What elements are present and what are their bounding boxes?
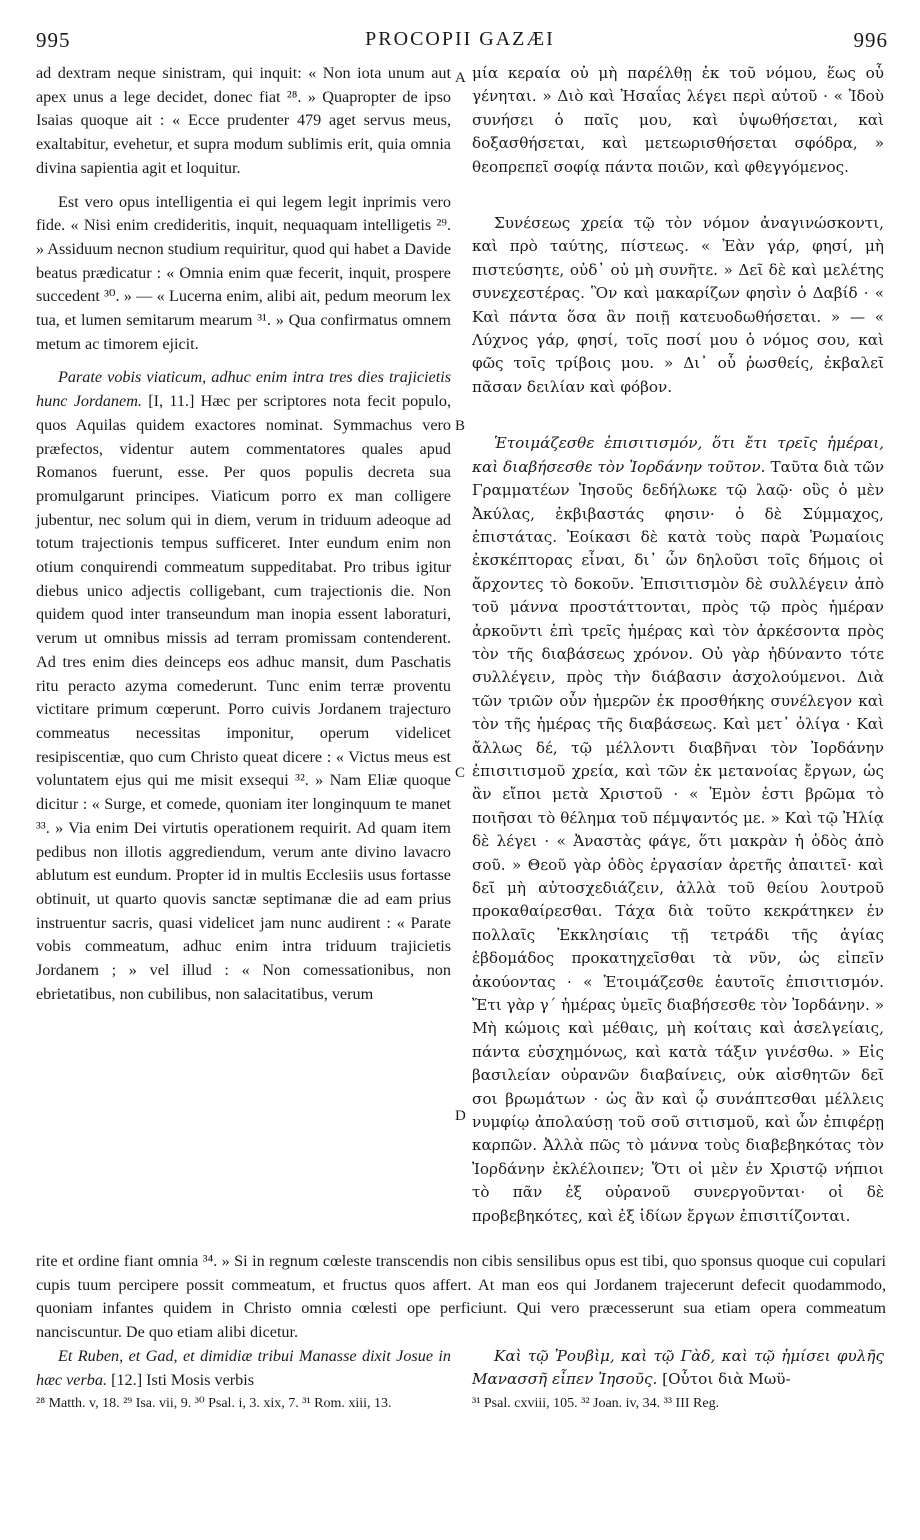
footnotes-right-text: ³¹ Psal. cxviii, 105. ³² Joan. iv, 34. ³³ III Reg. — [472, 1396, 720, 1411]
latin-paragraph-3 — [36, 366, 451, 1006]
latin-paragraph-1: ad dextram neque sinistram, qui inquit: « Non iota unum aut apex unus a lege decidet, donec fiat ²⁸. » Quapropter de ipso Isaias quoque ait : « Ecce prudenter 479 aget servus meus, exaltabitur, evehetur, et supra modum sublimis erit, quia omnia divina sapientia agit et loquitur. — [36, 64, 451, 177]
latin-next-section — [36, 1345, 451, 1392]
latin-next-lemma: Et Ruben, et Gad, et dimidiæ tribui Manasse dixit Josue in hæc verba. — [36, 1347, 451, 1389]
right-column-number: 996 — [853, 28, 888, 52]
running-title: PROCOPII GAZÆI — [365, 28, 555, 50]
margin-marker-d: D — [455, 1108, 466, 1124]
latin-next-paragraph — [36, 1345, 451, 1392]
footnotes-left-text: ²⁸ Matth. v, 18. ²⁹ Isa. vii, 9. ³⁰ Psal. i, 3. xix, 7. ³¹ Rom. xiii, 13. — [36, 1396, 392, 1411]
greek-lemma: Ἑτοιμάζεσθε ἐπισιτισμόν, ὅτι ἔτι τρεῖς ἡμέραι, καὶ διαβήσεσθε τὸν Ἰορδάνην τοῦτον. — [472, 434, 884, 476]
latin-commentary: [I, 11.] Hæc per scriptores nota fecit populo, quos Aquilas quidem exactores nominat. Symmachus vero præfectos, videntur autem commentatores quales apud Romanos fuerunt, esse. Per quos populis decreta sua promulgarunt principes. Viaticum porro ex man colligere jubentur, nec solum qui in diem, verum in triduum adeoque ad totum trajectionis tempus sufficeret. Inter eundum enim non otium conquirendi commeatum suppeditabat. Pro tribus igitur diebus unico adjectis colligebant, cum trajectionis die. Non quidem quod inter transeundum man inopia essent laboraturi, verum ut omnibus missis ad terram promissam contenderent. Ad tres enim dies deinceps eos adhuc mansit, dum Paschatis ritu peracto azyma comederunt. Tunc enim terræ proventu victitare primum cœperunt. Porro cuivis Jordanem trajecturo commeatus necessitas imponitur, operum videlicet resipiscentiæ, quo cum Christo queat dicere : « Victus meus est voluntatem ejus qui me misit exsequi ³². » Nam Eliæ quoque dicitur : « Surge, et comede, quoniam iter longinquum te manet ³³. » Via enim Dei virtutis operationem requirit. Ad quam item pedibus non illotis aggrediendum, verum ante divino lavacro ablutum est eundum. Propter id in multis Ecclesiis usus fortasse obtinuit, ut quarto quovis sanctæ septimanæ die ad eam prius instruentur sacris, quasi videlicet jam nunc audirent : « Parate vobis commeatum, adhuc enim intra triduum trajicietis Jordanem ; » vel illud : « Non comessationibus, non ebrietatibus, non cubilibus, non salacitatibus, verum — [36, 392, 452, 1003]
left-column-number: 995 — [36, 28, 71, 52]
greek-next-section — [472, 1345, 884, 1392]
latin-lemma: Parate vobis viaticum, adhuc enim intra tres dies trajicietis hunc Jordanem. — [36, 368, 451, 411]
latin-next-text: [12.] Isti Mosis verbis — [111, 1370, 255, 1389]
full-width-latin-continuation — [36, 1250, 886, 1345]
footnotes-left — [36, 1394, 451, 1414]
greek-paragraph-3 — [472, 432, 884, 1228]
margin-marker-a: A — [455, 70, 466, 86]
footnotes-right — [472, 1394, 884, 1414]
latin-paragraph-2: Est vero opus intelligentia ei qui legem legit inprimis vero fide. « Nisi enim credideritis, inquit, nequaquam intelligetis ²⁹. » Assiduum necnon studium requiritur, quod qui habet a Davide beatus prædicatur : « Omnia enim quæ fecerit, inquit, prospere succedent ³⁰. » — « Lucerna enim, alibi ait, pedum meorum lex tua, et lumen semitarum mearum ³¹. » Qua confirmatus omnem metum ac timorem ejicit. — [36, 192, 451, 353]
margin-marker-b: B — [455, 418, 466, 434]
latin-column — [36, 62, 451, 1006]
margin-marker-c: C — [455, 765, 466, 781]
greek-next-lemma: Καὶ τῷ Ῥουβὶμ, καὶ τῷ Γὰδ, καὶ τῷ ἡμίσει φυλῆς Μανασσῆ εἶπεν Ἰησοῦς. — [472, 1347, 884, 1389]
page-header — [30, 28, 890, 60]
greek-paragraph-2: Συνέσεως χρεία τῷ τὸν νόμον ἀναγινώσκοντι, καὶ πρὸ ταύτης, πίστεως. « Ἐὰν γάρ, φησί, μὴ πιστεύσητε, οὐδ᾽ οὐ μὴ συνῆτε. » Δεῖ δὲ καὶ μελέτης συνεχεστέρας. Ὃν καὶ μακαρίζων φησὶν ὁ Δαβίδ · « Καὶ πάντα ὅσα ἂν ποιῇ κατευοδωθήσεται. » — « Λύχνος γάρ, φησί, τοῖς ποσί μου ὁ νόμος σου, καὶ φῶς τοῖς τρίβοις μου. » Δι᾽ οὗ ῥωσθείς, ἐκβαλεῖ πᾶσαν δειλίαν καὶ φόβον. — [472, 214, 884, 396]
greek-paragraph-1: μία κεραία οὐ μὴ παρέλθῃ ἐκ τοῦ νόμου, ἕως οὗ γένηται. » Διὸ καὶ Ἠσαΐας λέγει περὶ αὐτοῦ · « Ἰδοὺ συνήσει ὁ παῖς μου, καὶ ὑψωθήσεται, καὶ δοξασθήσεται, καὶ μετεωρισθήσεται σφόδρα, » θεοπρεπεῖ σοφίᾳ πάντα ποιῶν, καὶ φθεγγόμενος. — [472, 64, 884, 176]
greek-commentary: Ταῦτα διὰ τῶν Γραμματέων Ἰησοῦς δεδήλωκε τῷ λαῷ· οὓς ὁ μὲν Ἀκύλας, ἐκβιβαστάς φησιν· ὁ δὲ Σύμμαχος, ἐπιστάτας. Ἐοίκασι δὲ κατὰ τοὺς παρὰ Ῥωμαίοις ἐκσκέπτορας εἶναι, δι᾽ ὧν δηλοῦσι τοῖς δήμοις οἱ ἄρχοντες τὸ δοκοῦν. Ἐπισιτισμὸν δὲ συλλέγειν ἀπὸ τοῦ μάννα προστάττονται, πρὸς τῷ πρὸς ἡμέραν ἀρκοῦντι ἐπὶ τρεῖς ἡμέρας καὶ τὸν ἀρκέσοντα πρὸς τὸν τῆς διαβάσεως χρόνον. Οὐ γὰρ ἠδύναντο τότε συλλέγειν, πρὸς τὴν διάβασιν ἀσχολούμενοι. Διὰ τῶν τριῶν οὖν ἡμερῶν ἐκ προσθήκης συνέλεγον καὶ τὸν τῆς ἡμέρας τῆς διαβάσεως. Καὶ μετ᾽ ὀλίγα · Καὶ ἄλλως δέ, τῷ μέλλοντι διαβῆναι τὸν Ἰορδάνην ἐπισιτισμοῦ χρεία, καὶ τῶν ἐκ μετανοίας ἔργων, ὡς ἂν εἴποι μετὰ Χριστοῦ · « Ἐμὸν ἐστι βρῶμα τὸ ποιῆσαι τὸ θέλημα τοῦ πέμψαντός με. » Καὶ τῷ Ἠλίᾳ δὲ λέγει · « Ἀναστὰς φάγε, ὅτι μακρὰν ἡ ὁδὸς ἀπὸ σοῦ. » Θεοῦ γὰρ ὁδὸς ἐργασίαν ἀρετῆς ἀπαιτεῖ· καὶ δεῖ μὴ αὐτοσχεδιάζειν, ἀλλὰ τοῦ θείου λουτροῦ προκαθαίρεσθαι. Τάχα διὰ τοῦτο κεκράτηκεν ἐν πολλαῖς Ἐκκλησίαις τῇ τετράδι τῆς ἁγίας ἑβδομάδος προκατηχεῖσθαι τὰ νῦν, ὡς εἰπεῖν ἀκούοντας · « Ἑτοιμάζεσθε ἑαυτοῖς ἐπισιτισμόν. Ἔτι γὰρ γ´ ἡμέρας ὑμεῖς διαβήσεσθε τὸν Ἰορδάνην. » Μὴ κώμοις καὶ μέθαις, μὴ κοίταις καὶ ἀσελγείαις, πάντα εὐσχημόνως, καὶ κατὰ τάξιν γινέσθω. » Εἰς βασιλείαν οὐρανῶν διαβαίνεις, οὐκ αἰσθητῶν δεῖ σοι βρωμάτων · ὡς ἂν καὶ ᾧ συνάπτεσθαι μέλλεις νυμφίῳ ἀπολαύσῃ τοῦ σοῦ σιτισμοῦ, καὶ ὧν ἐπιφέρῃ καρπῶν. Ἀλλὰ πῶς τὸ μάννα τοὺς διαβεβηκότας τὸν Ἰορδάνην ἐκλέλοιπεν; Ὅτι οἱ μὲν ἐν Χριστῷ νήπιοι τὸ πᾶν ἐξ οὐρανοῦ συνεργοῦνται· οἱ δὲ προβεβηκότες, καὶ ἐξ ἰδίων ἔργων ἐπισιτίζονται. — [472, 457, 884, 1225]
greek-next-text: [Οὗτοι διὰ Μωϋ- — [662, 1370, 791, 1389]
greek-next-paragraph — [472, 1345, 884, 1392]
full-width-text: rite et ordine fiant omnia ³⁴. » Si in regnum cœleste transcendis non cibis sensilibus opus est tibi, quo sponsus quoque cui copulari cupis tuum percipere possit commeatum, et fructus quos affert. At man eos qui Jordanem trajecerunt defecit quodammodo, quoniam infantes quidem in Christo omnia cœlesti ope perficiunt. Qui vero præcesserunt sua etiam opera commeatum nanciscuntur. De quo etiam alibi dicetur. — [36, 1252, 886, 1342]
greek-column — [472, 62, 884, 1228]
